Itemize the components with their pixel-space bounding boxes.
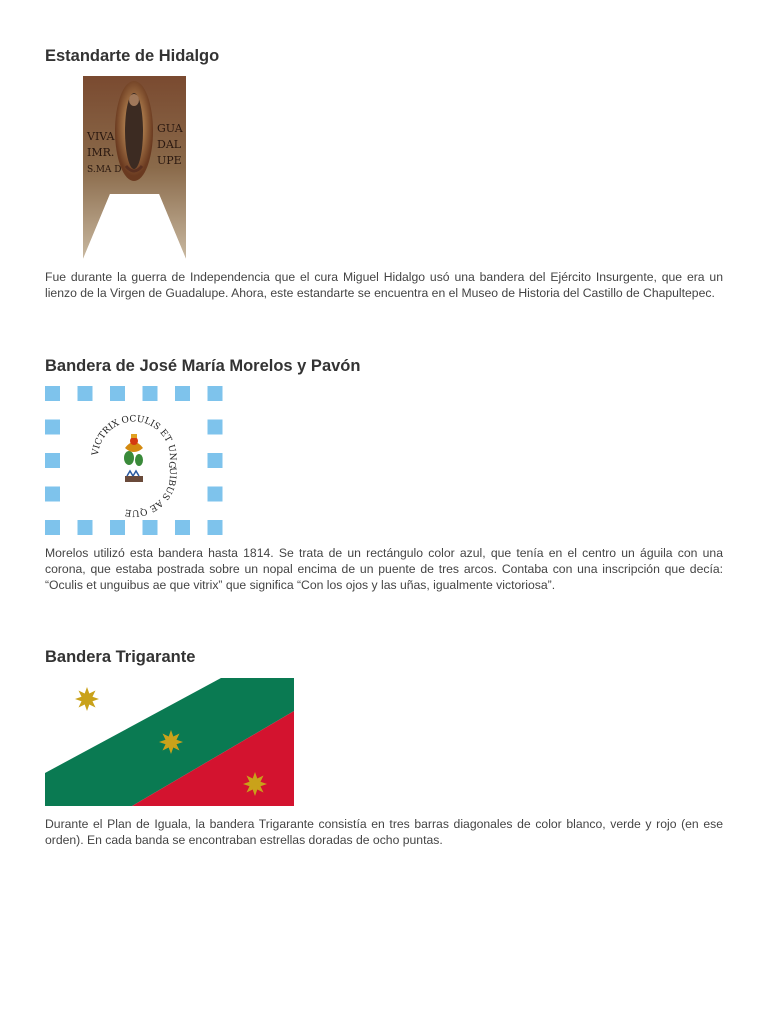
section-paragraph: Durante el Plan de Iguala, la bandera Trigarante consistía en tres barras diagonales de color blanco, verde y rojo (en ese orden). En cada banda se encontraban estrellas doradas de ocho puntas. <box>45 817 723 847</box>
border-square <box>143 520 158 535</box>
border-square <box>208 453 223 468</box>
section-title: Bandera Trigarante <box>45 648 196 666</box>
inscription-text: VICTRIX OCULIS ET UNGUIBUS AE QUE <box>90 414 178 518</box>
border-square <box>175 520 190 535</box>
banner-left-line: IMR. <box>87 146 115 159</box>
border-square <box>78 520 93 535</box>
section-trigarante <box>45 648 723 667</box>
section-morelos-text <box>45 545 723 593</box>
border-square <box>110 520 125 535</box>
border-square <box>78 386 93 401</box>
border-square <box>45 420 60 435</box>
morelos-flag-image <box>45 386 223 536</box>
section-hidalgo-text <box>45 269 723 301</box>
section-paragraph: Morelos utilizó esta bandera hasta 1814. Se trata de un rectángulo color azul, que tenía en el centro un águila con una corona, que estaba postrada sobre un nopal encima de un puente de tres arcos. Contaba con una inscripción que decía: “Oculis et unguibus ae que vitrix” que significa “Con los ojos y las uñas, igualmente victoriosa”. <box>45 546 723 592</box>
border-square <box>143 386 158 401</box>
border-square <box>208 520 223 535</box>
border-square <box>110 386 125 401</box>
border-square <box>45 386 60 401</box>
border-square <box>45 487 60 502</box>
section-paragraph: Fue durante la guerra de Independencia que el cura Miguel Hidalgo usó una bandera del Ejército Insurgente, que era un lienzo de la Virgen de Guadalupe. Ahora, este estandarte se encuentra en el Museo de Historia del Castillo de Chapultepec. <box>45 270 723 300</box>
eight-point-star <box>159 730 183 754</box>
section-trigarante-text <box>45 816 723 848</box>
section-title: Bandera de José María Morelos y Pavón <box>45 357 361 375</box>
banner-left-line: VIVA <box>87 130 115 143</box>
border-square <box>45 520 60 535</box>
section-title: Estandarte de Hidalgo <box>45 47 220 65</box>
banner-right-line: GUA <box>157 122 183 135</box>
trigarante-flag-image <box>45 678 294 806</box>
border-square <box>208 386 223 401</box>
section-hidalgo <box>45 47 723 66</box>
section-morelos <box>45 357 723 376</box>
border-square <box>208 487 223 502</box>
banner-left-line: S.MA D <box>87 165 122 175</box>
eight-point-star <box>243 772 267 796</box>
border-square <box>175 386 190 401</box>
border-square <box>45 453 60 468</box>
hidalgo-banner-image <box>83 76 186 259</box>
border-square <box>208 420 223 435</box>
banner-right-line: UPE <box>157 154 182 167</box>
eight-point-star <box>75 687 99 711</box>
banner-right-line: DAL <box>157 138 182 151</box>
